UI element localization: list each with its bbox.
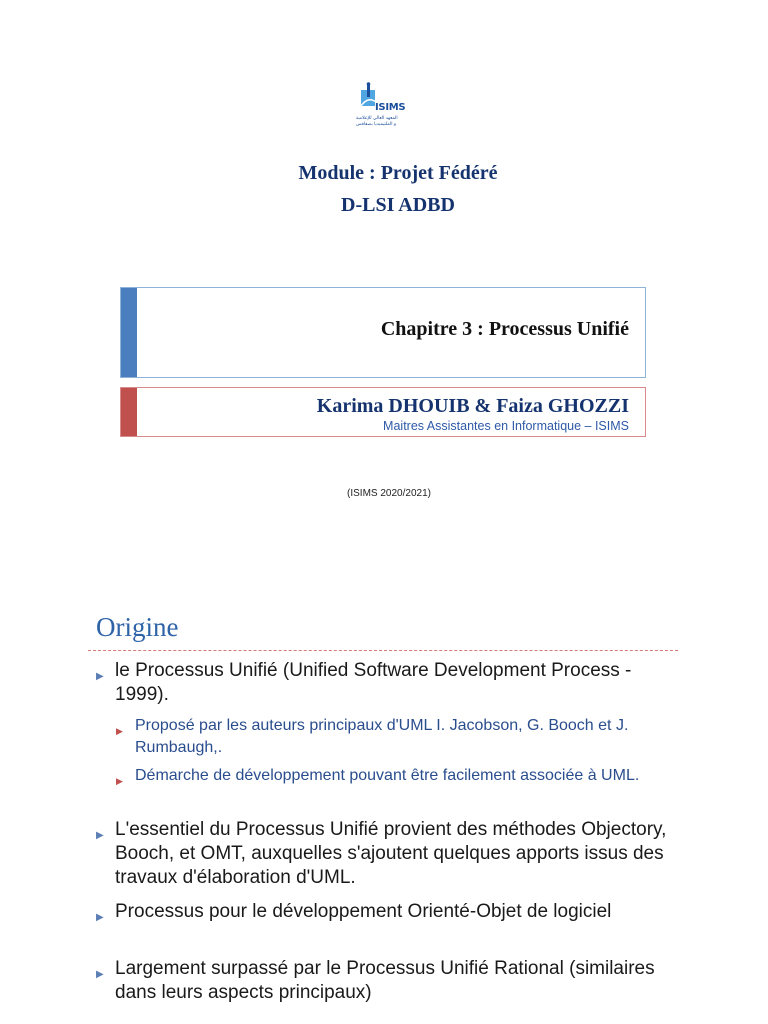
logo-arabic-line-1: المعهد العالي للإعلامية: [356, 116, 398, 121]
bullet-text: le Processus Unifié (Unified Software Development Process - 1999).: [115, 660, 632, 705]
logo-arabic-line-2: و الملتيميديا بصفاقس: [356, 122, 397, 127]
sub-bullet-text: Proposé par les auteurs principaux d'UML I. Jacobson, G. Booch et J. Rumbaugh,.: [135, 717, 629, 756]
sub-bullet-arrow-icon: ▶: [116, 776, 123, 786]
sub-bullet-item: [116, 715, 676, 759]
bullet-text: L'essentiel du Processus Unifié provient des méthodes Objectory, Booch, et OMT, auxquelles s'ajoutent quelques apports issus des travaux d'élaboration d'UML.: [115, 819, 667, 888]
bullet-arrow-icon: ▶: [96, 969, 104, 980]
section-title: Origine: [96, 612, 179, 642]
sub-bullet-arrow-icon: ▶: [116, 726, 123, 736]
bullet-arrow-icon: ▶: [96, 912, 104, 923]
sub-bullet-item: [116, 765, 676, 787]
section-divider: [88, 650, 678, 651]
authors-subtitle: Maitres Assistantes en Informatique – ISIMS: [383, 419, 629, 433]
bullet-text: Largement surpassé par le Processus Unifié Rational (similaires dans leurs aspects principaux): [115, 958, 655, 1003]
sub-bullet-text: Démarche de développement pouvant être facilement associée à UML.: [135, 767, 640, 784]
isims-logo: [350, 78, 412, 130]
bullet-arrow-icon: ▶: [96, 671, 104, 682]
bullet-item: [96, 659, 676, 707]
bullet-arrow-icon: ▶: [96, 830, 104, 841]
logo-text: ISIMS: [375, 102, 406, 113]
module-subtitle: D-LSI ADBD: [341, 194, 455, 216]
authors-names: Karima DHOUIB & Faiza GHOZZI: [316, 395, 629, 417]
academic-year: (ISIMS 2020/2021): [347, 488, 431, 499]
chapter-accent-bar: [121, 288, 137, 377]
authors-accent-bar: [121, 388, 137, 436]
bullet-text: Processus pour le développement Orienté-Objet de logiciel: [115, 901, 612, 922]
chapter-box: [120, 287, 646, 378]
bullet-item: [96, 900, 676, 924]
authors-box: [120, 387, 646, 437]
bullet-item: [96, 957, 676, 1005]
module-title: Module : Projet Fédéré: [298, 162, 498, 184]
bullet-item: [96, 818, 676, 890]
chapter-title: Chapitre 3 : Processus Unifié: [380, 318, 629, 340]
